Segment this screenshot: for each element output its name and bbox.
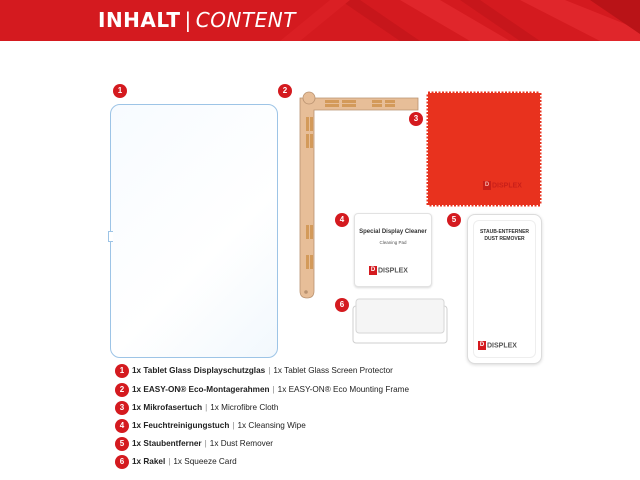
list-badge: 2 [115,383,129,397]
dust-brand-logo: D DISPLEX [479,342,517,350]
item-de: 1x Staubentferner [132,439,202,448]
title-de: INHALT [98,8,181,32]
wipe-brand-logo: D DISPLEX [370,267,408,275]
item-de: 1x EASY-ON® Eco-Montagerahmen [132,385,270,394]
item-de: 1x Rakel [132,457,166,466]
item-en: 1x EASY-ON® Eco Mounting Frame [277,385,409,394]
item-sep: | [268,366,271,375]
item-en: 1x Cleansing Wipe [237,421,306,430]
cleansing-wipe-image [354,213,432,287]
item-sep: | [232,421,235,430]
item-badge-6: 6 [335,298,349,312]
item-en: 1x Tablet Glass Screen Protector [273,366,393,375]
dust-remover-image [467,214,542,364]
item-sep: | [204,439,207,448]
item-badge-4: 4 [335,213,349,227]
item-badge-3: 3 [409,112,423,126]
list-badge: 4 [115,419,129,433]
item-de: 1x Mikrofasertuch [132,403,203,412]
wipe-subtitle: Cleaning Pad [379,240,407,245]
squeeze-card-image [352,298,448,344]
item-sep: | [168,457,171,466]
dust-remover-title: STAUB-ENTFERNER DUST REMOVER [479,229,530,242]
list-badge: 6 [115,455,129,469]
list-badge: 1 [115,364,129,378]
item-en: 1x Squeeze Card [173,457,237,466]
cloth-brand-logo: D DISPLEX [484,182,522,190]
item-en: 1x Microfibre Cloth [210,403,279,412]
item-badge-5: 5 [447,213,461,227]
list-badge: 3 [115,401,129,415]
item-badge-1: 1 [113,84,127,98]
item-sep: | [205,403,208,412]
item-en: 1x Dust Remover [209,439,274,448]
title-en: CONTENT [195,8,296,32]
item-badge-2: 2 [278,84,292,98]
item-de: 1x Feuchtreinigungstuch [132,421,230,430]
item-sep: | [272,385,275,394]
title-separator: | [184,8,192,32]
item-de: 1x Tablet Glass Displayschutzglas [132,366,266,375]
wipe-title: Special Display Cleaner [359,229,427,235]
list-badge: 5 [115,437,129,451]
